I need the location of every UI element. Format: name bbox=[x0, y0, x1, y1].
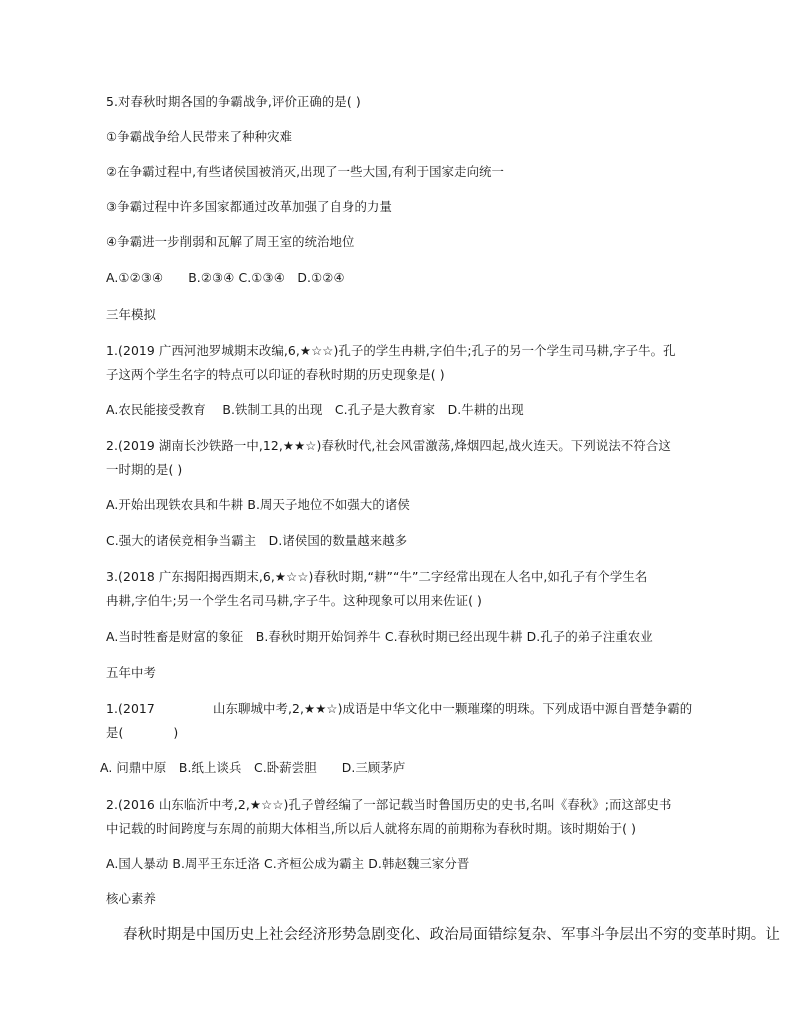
5yr-q1-options: A. 问鼎中原 B.纸上谈兵 C.卧薪尝胆 D.三顾茅庐 bbox=[100, 760, 406, 775]
section-heading-3yr: 三年模拟 bbox=[106, 307, 156, 322]
3yr-q1-options: A.农民能接受教育 B.铁制工具的出现 C.孔子是大教育家 D.牛耕的出现 bbox=[106, 402, 524, 417]
3yr-q1-stem-line1: 1.(2019 广西河池罗城期末改编,6,★☆☆)孔子的学生冉耕,字伯牛;孔子的另一个学生司马耕,字子牛。孔 bbox=[106, 343, 676, 358]
q5-options: A.①②③④ B.②③④ C.①③④ D.①②④ bbox=[106, 270, 345, 285]
3yr-q2-options-line2: C.强大的诸侯竞相争当霸主 D.诸侯国的数量越来越多 bbox=[106, 533, 408, 548]
q5-statement-1: ①争霸战争给人民带来了种种灾难 bbox=[106, 129, 293, 144]
5yr-q1-stem-part1: 1.(2017 bbox=[106, 701, 155, 716]
section-heading-5yr: 五年中考 bbox=[106, 665, 156, 680]
3yr-q3-options: A.当时牲畜是财富的象征 B.春秋时期开始饲养牛 C.春秋时期已经出现牛耕 D.孔子的弟子注重农业 bbox=[106, 629, 653, 644]
q5-statement-3: ③争霸过程中许多国家都通过改革加强了自身的力量 bbox=[106, 199, 393, 214]
q5-statement-2: ②在争霸过程中,有些诸侯国被消灭,出现了一些大国,有利于国家走向统一 bbox=[106, 164, 505, 179]
3yr-q2-options-line1: A.开始出现铁农具和牛耕 B.周天子地位不如强大的诸侯 bbox=[106, 497, 410, 512]
3yr-q3-stem-line1: 3.(2018 广东揭阳揭西期末,6,★☆☆)春秋时期,“耕”“牛”二字经常出现在人名中,如孔子有个学生名 bbox=[106, 569, 648, 584]
core-paragraph: 春秋时期是中国历史上社会经济形势急剧变化、政治局面错综复杂、军事斗争层出不穷的变革时期。让 bbox=[123, 927, 780, 943]
5yr-q1-stem-line2: 是( ) bbox=[106, 725, 179, 740]
3yr-q2-stem-line1: 2.(2019 湖南长沙铁路一中,12,★★☆)春秋时代,社会风雷激荡,烽烟四起,战火连天。下列说法不符合这 bbox=[106, 438, 671, 453]
3yr-q1-stem-line2: 子这两个学生名字的特点可以印证的春秋时期的历史现象是( ) bbox=[106, 367, 445, 382]
3yr-q3-stem-line2: 冉耕,字伯牛;另一个学生名司马耕,字子牛。这种现象可以用来佐证( ) bbox=[106, 593, 482, 608]
5yr-q2-stem-line1: 2.(2016 山东临沂中考,2,★☆☆)孔子曾经编了一部记载当时鲁国历史的史书,名叫《春秋》;而这部史书 bbox=[106, 797, 672, 812]
5yr-q2-options: A.国人暴动 B.周平王东迁洛 C.齐桓公成为霸主 D.韩赵魏三家分晋 bbox=[106, 856, 470, 871]
5yr-q1-stem-part2: 山东聊城中考,2,★★☆)成语是中华文化中一颗璀璨的明珠。下列成语中源自晋楚争霸的 bbox=[213, 701, 693, 716]
q5-statement-4: ④争霸进一步削弱和瓦解了周王室的统治地位 bbox=[106, 234, 355, 249]
core-heading: 核心素养 bbox=[106, 891, 156, 906]
q5-stem: 5.对春秋时期各国的争霸战争,评价正确的是( ) bbox=[106, 94, 361, 109]
3yr-q2-stem-line2: 一时期的是( ) bbox=[106, 462, 183, 477]
5yr-q2-stem-line2: 中记载的时间跨度与东周的前期大体相当,所以后人就将东周的前期称为春秋时期。该时期始于( ) bbox=[106, 821, 637, 836]
